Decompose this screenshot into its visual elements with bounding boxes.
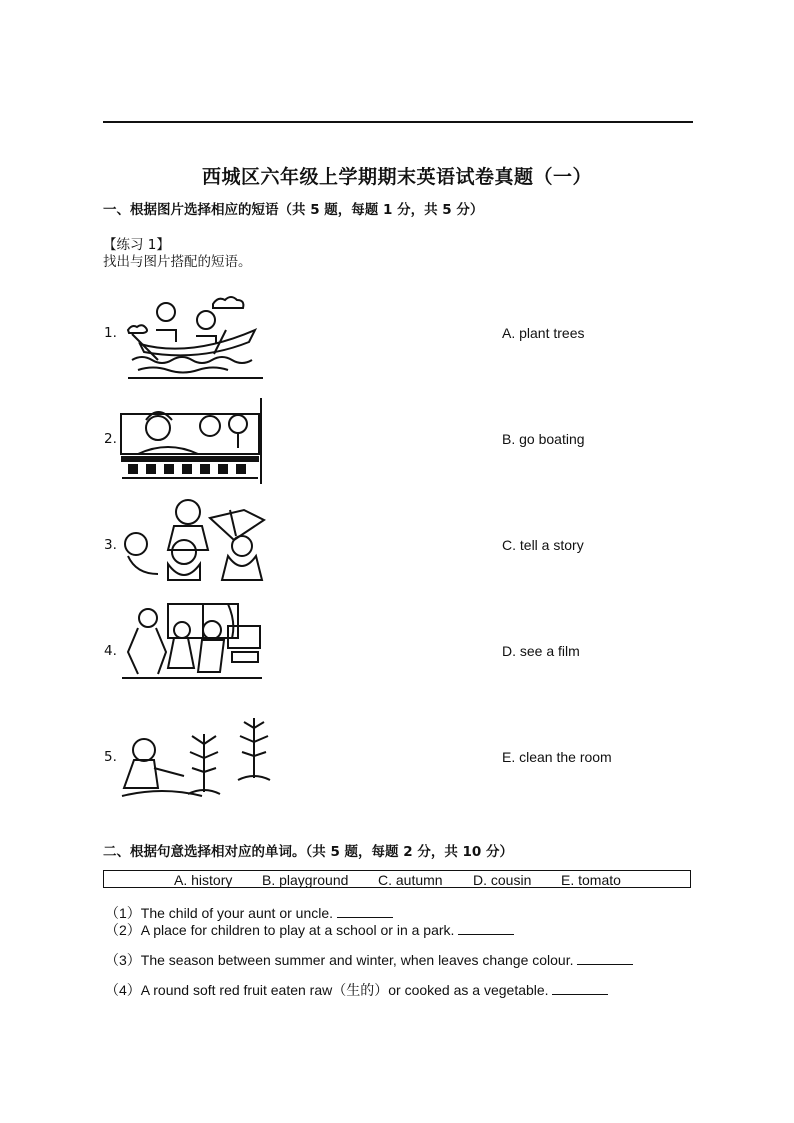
option-a: A. plant trees — [502, 325, 585, 341]
practice-label: 【练习 1】 — [103, 237, 170, 253]
item-number: 1. — [104, 325, 117, 341]
boating-picture-icon — [118, 290, 268, 382]
question-text: A round soft red fruit eaten raw（生的）or cooked as a vegetable. — [140, 982, 549, 998]
top-rule — [103, 121, 693, 123]
option-e: E. clean the room — [502, 749, 612, 765]
item-number: 2. — [104, 431, 117, 447]
option-d: D. see a film — [502, 643, 580, 659]
word-bank-item: B. playground — [262, 872, 349, 888]
question-text: A place for children to play at a school or in a park. — [140, 922, 455, 938]
word-bank-item: C. autumn — [378, 872, 443, 888]
story-picture-icon — [118, 496, 268, 584]
question-text: The child of your aunt or uncle. — [140, 905, 334, 921]
answer-blank[interactable] — [577, 952, 633, 965]
answer-blank[interactable] — [337, 905, 393, 918]
word-bank-item: A. history — [174, 872, 233, 888]
section2-heading: 二、根据句意选择相对应的单词。（共 5 题，每题 2 分，共 10 分） — [103, 844, 514, 860]
trees-picture-icon — [118, 714, 278, 802]
word-bank-item: E. tomato — [561, 872, 621, 888]
option-c: C. tell a story — [502, 537, 584, 553]
question-number: （2） — [105, 922, 141, 938]
item-number: 3. — [104, 537, 117, 553]
question-number: （3） — [105, 952, 141, 968]
question-number: （4） — [105, 982, 141, 998]
page-title: 西城区六年级上学期期末英语试卷真题（一） — [201, 166, 592, 188]
question-text: The season between summer and winter, when leaves change colour. — [140, 952, 574, 968]
question-3 — [105, 950, 633, 970]
question-4 — [105, 980, 608, 1000]
item-number: 4. — [104, 643, 117, 659]
option-b: B. go boating — [502, 431, 585, 447]
answer-blank[interactable] — [552, 982, 608, 995]
section1-heading: 一、根据图片选择相应的短语（共 5 题，每题 1 分，共 5 分） — [103, 202, 484, 218]
word-bank-item: D. cousin — [473, 872, 532, 888]
word-bank — [103, 870, 691, 888]
film-picture-icon — [118, 398, 264, 484]
item-number: 5. — [104, 749, 117, 765]
question-number: （1） — [105, 905, 141, 921]
cleaning-picture-icon — [118, 600, 266, 682]
answer-blank[interactable] — [458, 922, 514, 935]
section1-instruction: 找出与图片搭配的短语。 — [103, 254, 252, 270]
question-2 — [105, 920, 514, 940]
